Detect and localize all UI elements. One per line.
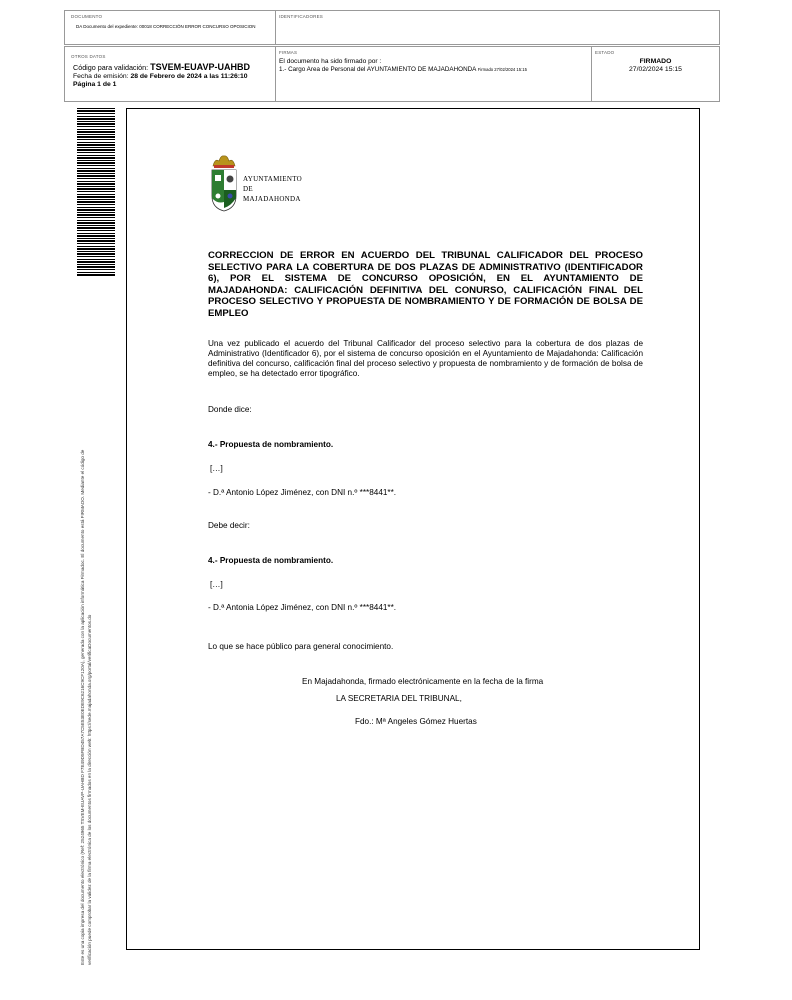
signature-role: LA SECRETARIA DEL TRIBUNAL, [336,694,462,703]
donde-dice: Donde dice: [208,405,252,414]
estado-value: FIRMADO [639,58,672,65]
codigo-value: TSVEM-EUAVP-UAHBD [150,62,250,72]
logo-text [243,174,302,204]
firmas-signature-line [279,66,527,74]
estado-label: ESTADO [595,50,615,55]
firmas-intro: El documento ha sido firmado por : [279,58,382,65]
logo-line-2: DE [243,185,253,193]
ellipsis-2: […] [210,580,223,589]
person-line-2: - D.ª Antonia López Jiménez, con DNI n.º ***8441**. [208,603,397,612]
firmas-signer: 1.- Cargo Area de Personal del AYUNTAMIENTO DE MAJADAHONDA [279,66,477,73]
header-top-row [64,10,720,45]
propuesta-heading-1: 4.- Propuesta de nombramiento. [208,440,334,449]
identificadores-label: IDENTIFICADORES [279,14,324,19]
otros-datos-label: OTROS DATOS [71,54,106,59]
side-text-line-1: Este es una copia impresa del documento electrónico (Ref: 2524965 TSVEM-EUAVP-UAHBD F7E49D5FBD457A7C5E53E0EDE9C6216C9CF120A), generada con la aplicación informática Firmadoc. El documento está FIRMADO. Mediante el código de [80,449,85,965]
documento-cell [65,11,276,44]
firmas-cell [276,47,592,101]
side-verification-text [80,295,93,965]
intro-paragraph: Una vez publicado el acuerdo del Tribunal Calificador del proceso selectivo para la cobertura de dos plazas de Administrativo (Identificador 6), por el sistema de concurso oposición en el Ayuntamiento de Majadahonda: Calificación definitiva del concurso, calificación final del proceso selectivo y propuesta de nombramiento y de formación de bolsa de empleo, se ha detectado error tipográfico. [208,339,643,378]
estado-date: 27/02/2024 15:15 [629,66,682,73]
signature-place: En Majadahonda, firmado electrónicamente en la fecha de la firma [302,677,544,686]
debe-decir: Debe decir: [208,521,250,530]
estado-cell [592,47,719,101]
ellipsis-1: […] [210,464,223,473]
otros-datos-cell [65,47,276,101]
person-line-1: - D.ª Antonio López Jiménez, con DNI n.º ***8441**. [208,488,397,497]
publico-line: Lo que se hace público para general conocimiento. [208,642,394,651]
signature-name: Fdo.: Mª Angeles Gómez Huertas [355,717,477,726]
pagina-value: Página 1 de 1 [73,81,117,88]
propuesta-heading-2: 4.- Propuesta de nombramiento. [208,556,334,565]
firmas-date: Firmado 27/02/2024 15:15 [477,67,527,72]
pagina-line [73,81,116,89]
firmas-label: FIRMAS [279,50,298,55]
document-title: CORRECCION DE ERROR EN ACUERDO DEL TRIBUNAL CALIFICADOR DEL PROCESO SELECTIVO PARA LA COBERTURA DE DOS PLAZAS DE ADMINISTRATIVO (IDENTIFICADOR 6), POR EL SISTEMA DE CONCURSO OPOSICIÓN, EN EL AYUNTAMIENTO DE MAJADAHONDA: CALIFICACIÓN DEFINITIVA DEL CONURSO, CALIFICACIÓN FINAL DEL PROCESO SELECTIVO Y PROPUESTA DE NOMBRAMIENTO Y DE FORMACIÓN DE BOLSA DE EMPLEO [208,250,643,319]
identificadores-cell [276,11,719,44]
fecha-value: 28 de Febrero de 2024 a las 11:26:10 [130,73,248,80]
fecha-line [73,73,248,81]
documento-value: DA Documento del expediente: 00018 CORRECCIÓN ERROR CONCURSO OPOSICION [76,24,256,29]
documento-label: DOCUMENTO [71,14,103,19]
codigo-label: Código para validación: [73,63,149,72]
coat-of-arms-logo [209,152,239,214]
logo-line-3: MAJADAHONDA [243,195,301,203]
barcode [77,108,115,276]
header-bottom-row [64,46,720,102]
codigo-line [73,63,250,72]
side-text-line-2: verificación puede comprobar la validez de la firma electrónica de los documentos firmados en la dirección web: https://sede.majadahonda.org/portal/verificaDocumentos.do [86,614,92,965]
fecha-label: Fecha de emisión: [73,73,129,80]
logo-line-1: AYUNTAMIENTO [243,175,303,183]
